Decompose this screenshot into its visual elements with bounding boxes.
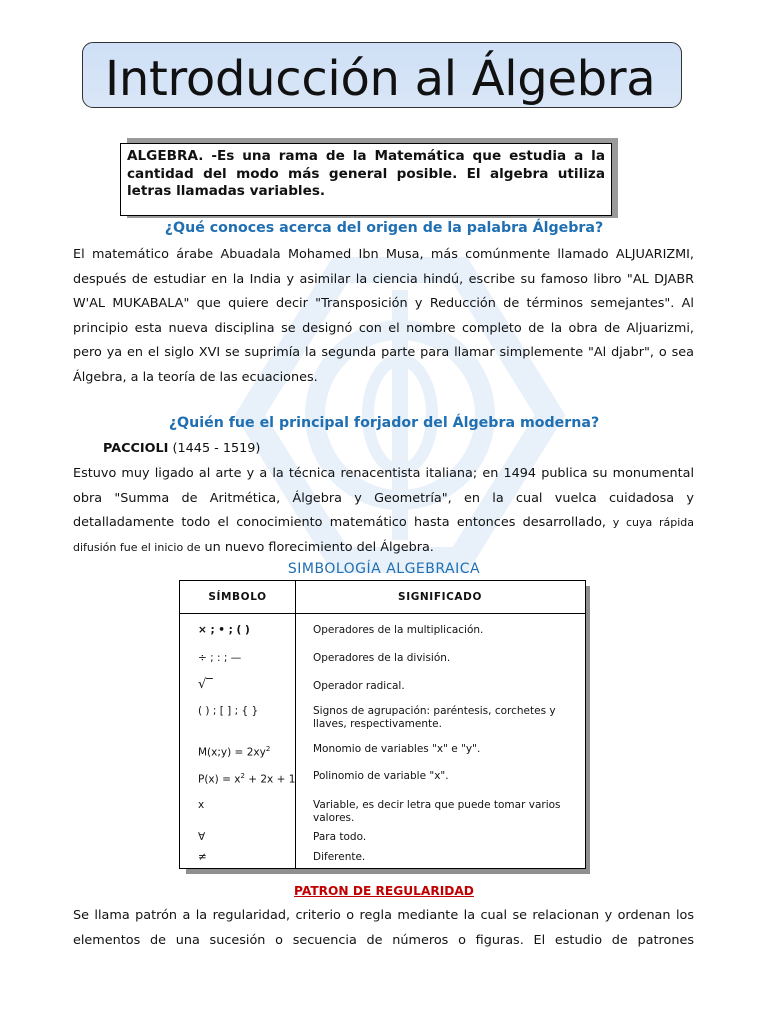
meaning-cell: Monomio de variables "x" e "y".: [313, 743, 481, 755]
paragraph-line: obra "Summa de Aritmética, Álgebra y Geometría", en la cual vuelca cuidadosa y: [73, 490, 694, 506]
meaning-cell: Diferente.: [313, 851, 366, 863]
definition-line: ALGEBRA. -Es una rama de la Matemática que estudia a la: [127, 148, 605, 164]
meaning-cell: Variable, es decir letra que puede tomar varios valores.: [313, 799, 561, 824]
meaning-cell: Para todo.: [313, 831, 367, 843]
meaning-cell: Operadores de la multiplicación.: [313, 624, 484, 636]
paragraph-line: pero ya en el siglo XVI se suprimía la segunda parte para llamar simplemente "Al djabr", o sea: [73, 345, 694, 360]
paragraph-text-small: difusión fue el inicio de: [73, 540, 201, 554]
exponent: 2: [265, 745, 271, 753]
paragraph-line: Álgebra, a la teoría de las ecuaciones.: [73, 369, 318, 385]
page-title: Introducción al Álgebra: [105, 51, 656, 107]
paragraph-line: elementos de una sucesión o secuencia de números o figuras. El estudio de patrones: [73, 932, 694, 948]
paragraph-line: Se llama patrón a la regularidad, criterio o regla mediante la cual se relacionan y ordenan los: [73, 908, 694, 923]
exponent: 2: [240, 772, 245, 780]
origin-paragraph: [73, 243, 694, 390]
symbol-cell: ∀: [198, 831, 206, 843]
meaning-cell: Operadores de la división.: [313, 652, 451, 664]
paragraph-line: [73, 536, 694, 561]
symbol-cell: [198, 770, 298, 787]
paragraph-line: W'AL MUKABALA" que quiere decir "Transposición y Reducción de términos semejantes". Al: [73, 296, 694, 311]
paragraph-text-small: y cuya rápida: [606, 516, 695, 529]
symbol-cell: [198, 743, 298, 760]
forjador-heading: ¿Quién fue el principal forjador del Álgebra moderna?: [168, 415, 600, 431]
symbol-cell: × ; • ; ( ): [198, 624, 250, 636]
paragraph-line: El matemático árabe Abuadala Mohamed Ibn Musa, más comúnmente llamado ALJUARIZMI,: [73, 247, 694, 262]
paragraph-text: detalladamente todo el conocimiento matemático hasta entonces desarrollado,: [73, 515, 606, 530]
header-symbol: SÍMBOLO: [180, 581, 296, 613]
paragraph-text: un nuevo florecimiento del Álgebra.: [200, 539, 434, 555]
paragraph-line: después de estudiar en la India y asimilar la ciencia hindú, escribe su famoso libro "AL DJABR: [73, 271, 694, 287]
symbology-title: SIMBOLOGÍA ALGEBRAICA: [287, 561, 481, 577]
definition-line: cantidad del modo más general posible. El algebra utiliza: [127, 165, 605, 182]
symbol-cell: ≠: [198, 851, 207, 863]
definition-box: [120, 143, 612, 216]
symbol-cell: x: [198, 799, 205, 811]
symbol-cell: ( ) ; [ ] ; { }: [198, 705, 259, 717]
symbology-table: [179, 580, 586, 869]
header-meaning: SIGNIFICADO: [398, 591, 482, 603]
meaning-cell: Polinomio de variable "x".: [313, 770, 449, 782]
title-banner: [82, 42, 682, 108]
paccioli-years: (1445 - 1519): [168, 441, 261, 456]
paccioli-paragraph: [73, 462, 694, 560]
symbol-cell: ÷ ; : ; —: [198, 652, 242, 664]
paccioli-line: [103, 437, 503, 462]
pattern-paragraph: [73, 904, 694, 953]
meaning-cell: Operador radical.: [313, 680, 405, 692]
paragraph-line: Estuvo muy ligado al arte y a la técnica renacentista italiana; en 1494 publica su monumental: [73, 466, 694, 481]
symbol-text: P(x) = x: [198, 773, 241, 786]
radical-symbol: √‾: [198, 677, 213, 692]
origin-heading: ¿Qué conoces acerca del origen de la palabra Álgebra?: [164, 220, 604, 236]
paragraph-line: [73, 511, 694, 536]
definition-line: letras llamadas variables.: [127, 183, 326, 199]
symbol-text: + 2x + 1: [244, 773, 296, 786]
symbol-text: M(x;y) = 2xy: [198, 746, 266, 759]
paragraph-line: principio esta nueva disciplina se designó con el nombre completo de la obra de Aljuarizmi,: [73, 320, 694, 336]
paccioli-name: PACCIOLI: [103, 441, 169, 456]
pattern-heading: PATRON DE REGULARIDAD: [294, 884, 474, 898]
table-header: [180, 581, 585, 614]
meaning-cell: Signos de agrupación: paréntesis, corchetes y llaves, respectivamente.: [313, 705, 556, 730]
